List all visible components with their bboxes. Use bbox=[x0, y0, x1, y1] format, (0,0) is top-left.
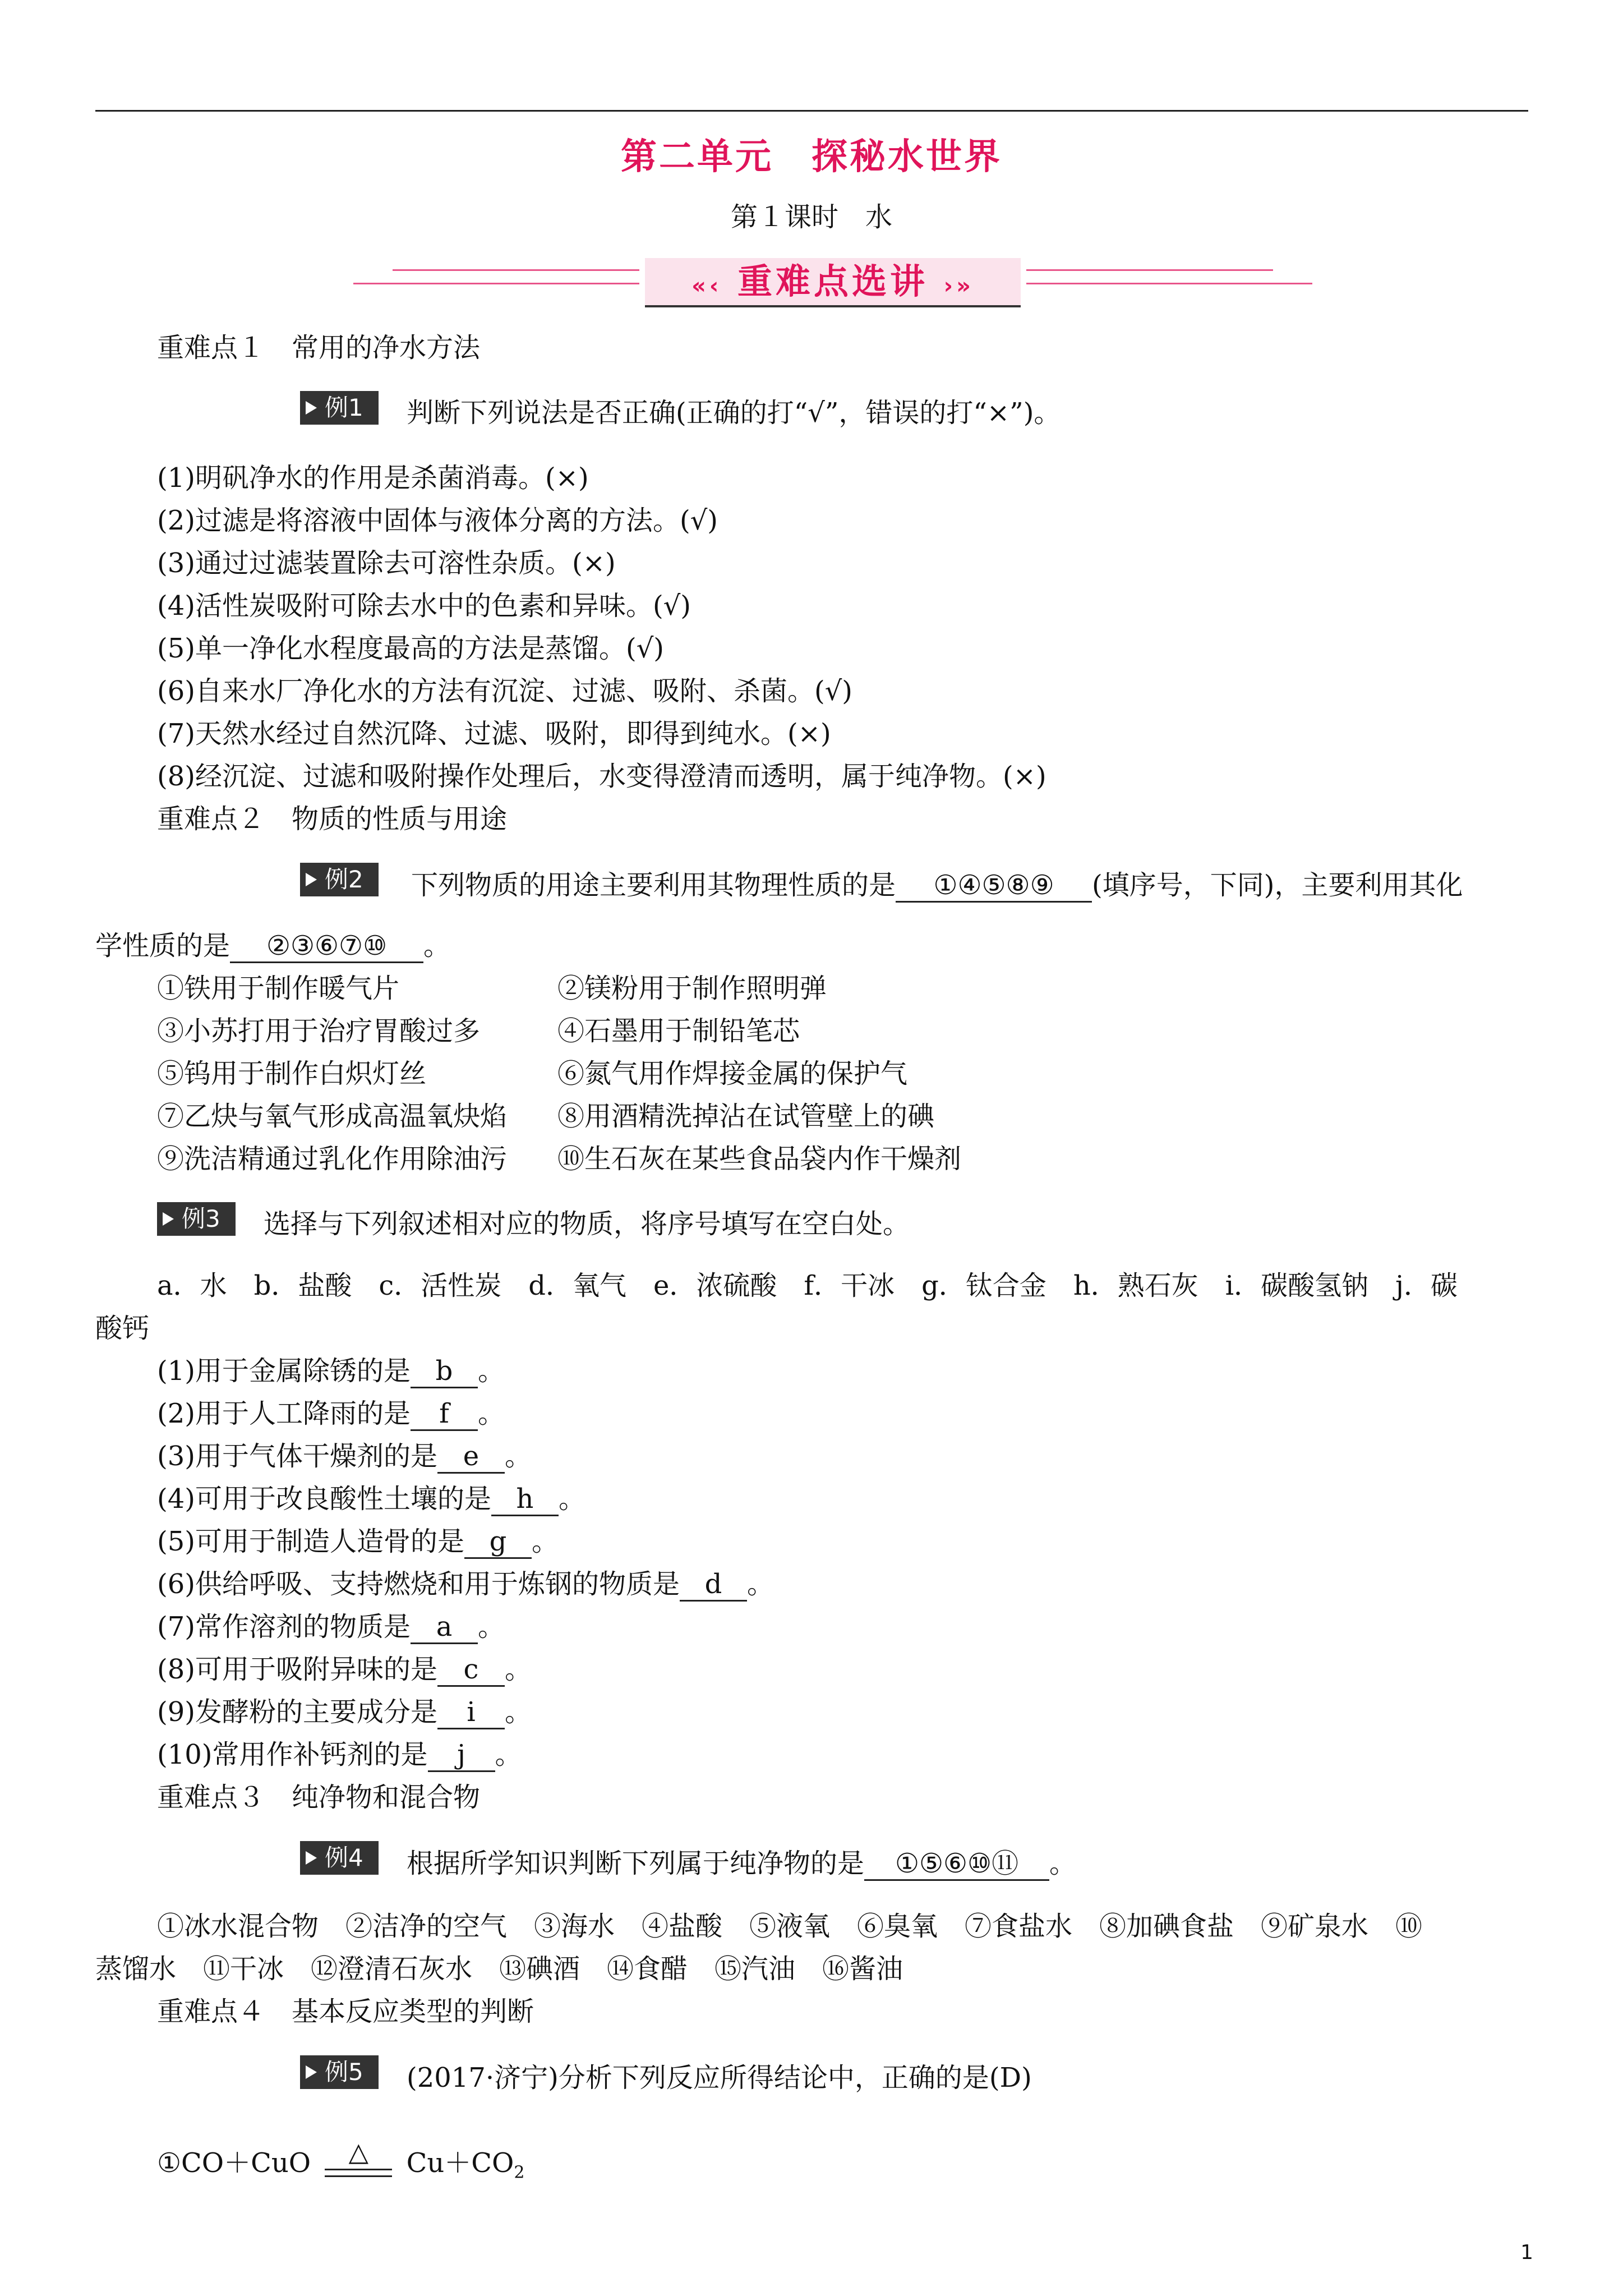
option-item: ②镁粉用于制作照明弹 bbox=[557, 973, 827, 1004]
right-chevrons-icon: ›» bbox=[943, 273, 974, 299]
answer-blank: h bbox=[491, 1483, 559, 1516]
option-item: ⑧用酒精洗掉沾在试管壁上的碘 bbox=[557, 1101, 935, 1132]
question-text: (3)用于气体干燥剂的是 bbox=[157, 1441, 437, 1472]
play-icon bbox=[163, 1212, 174, 1226]
example-prompt bbox=[407, 1847, 1076, 1881]
answer-blank: g bbox=[464, 1526, 532, 1559]
list-item: (2)过滤是将溶液中固体与液体分离的方法。(√) bbox=[157, 505, 718, 536]
option-item: ⑨洗洁精通过乳化作用除油污 bbox=[157, 1143, 508, 1175]
list-item: (4)活性炭吸附可除去水中的色素和异味。(√) bbox=[157, 590, 691, 622]
banner-label: 重难点选讲 bbox=[737, 261, 928, 302]
example-label: 例5 bbox=[325, 2058, 363, 2086]
fill-item bbox=[157, 1610, 505, 1644]
question-text: (4)可用于改良酸性土壤的是 bbox=[157, 1483, 491, 1515]
left-chevrons-icon: «‹ bbox=[691, 273, 722, 299]
list-item: (3)通过过滤装置除去可溶性杂质。(×) bbox=[157, 547, 616, 579]
question-text: (1)用于金属除锈的是 bbox=[157, 1355, 411, 1387]
fill-item bbox=[157, 1397, 505, 1431]
banner-line bbox=[353, 283, 639, 284]
example-label: 例2 bbox=[325, 866, 363, 893]
section-heading: 重难点１ 常用的净水方法 bbox=[157, 332, 481, 364]
section-heading: 重难点３ 纯净物和混合物 bbox=[157, 1782, 481, 1813]
example-badge bbox=[300, 391, 379, 425]
fill-item bbox=[157, 1653, 532, 1687]
example-prompt-cont bbox=[95, 929, 450, 963]
unit-title: 第二单元 探秘水世界 bbox=[621, 136, 1002, 178]
question-text: (5)可用于制造人造骨的是 bbox=[157, 1526, 464, 1557]
end-mark: 。 bbox=[532, 1526, 559, 1557]
banner-line bbox=[1026, 269, 1273, 271]
answer-blank: j bbox=[428, 1739, 495, 1772]
question-text: (8)可用于吸附异味的是 bbox=[157, 1654, 437, 1685]
example-badge bbox=[300, 863, 379, 896]
choices-line: a．水 b．盐酸 c．活性炭 d．氧气 e．浓硫酸 f．干冰 g．钛合金 h．熟石灰 i．碳酸氢钠 j．碳 bbox=[157, 1270, 1458, 1301]
list-item: (1)明矾净水的作用是杀菌消毒。(×) bbox=[157, 462, 589, 494]
question-text: (9)发酵粉的主要成分是 bbox=[157, 1696, 437, 1728]
answer-blank: f bbox=[411, 1398, 478, 1431]
eq-right: Cu＋CO bbox=[406, 2147, 514, 2179]
lesson-subtitle: 第１课时 水 bbox=[730, 201, 892, 233]
prompt-text: 下列物质的用途主要利用其物理性质的是 bbox=[411, 869, 896, 901]
example-label: 例4 bbox=[325, 1844, 363, 1871]
end-mark: 。 bbox=[505, 1654, 532, 1685]
equals-line bbox=[325, 2169, 392, 2170]
answer-blank: b bbox=[411, 1355, 478, 1388]
equals-line bbox=[325, 2175, 392, 2177]
option-item: ④石墨用于制铅笔芯 bbox=[557, 1015, 800, 1047]
option-item: ①铁用于制作暖气片 bbox=[157, 973, 400, 1004]
answer-blank: c bbox=[437, 1654, 505, 1687]
play-icon bbox=[306, 2065, 317, 2079]
fill-item bbox=[157, 1525, 559, 1559]
option-item: ⑦乙炔与氧气形成高温氧炔焰 bbox=[157, 1101, 508, 1132]
option-item: ⑥氮气用作焊接金属的保护气 bbox=[557, 1058, 908, 1089]
end-mark: 。 bbox=[505, 1441, 532, 1472]
example-label: 例3 bbox=[182, 1205, 220, 1232]
option-item: ⑩生石灰在某些食品袋内作干燥剂 bbox=[557, 1143, 962, 1175]
answer-blank: d bbox=[680, 1568, 747, 1602]
question-text: (6)供给呼吸、支持燃烧和用于炼钢的物质是 bbox=[157, 1568, 680, 1600]
end-mark: 。 bbox=[478, 1355, 505, 1387]
end-mark: 。 bbox=[747, 1568, 774, 1600]
prompt-text: 。 bbox=[1049, 1848, 1077, 1879]
option-item: ③小苏打用于治疗胃酸过多 bbox=[157, 1015, 481, 1047]
fill-item bbox=[157, 1738, 522, 1772]
fill-item bbox=[157, 1482, 585, 1516]
fill-item bbox=[157, 1695, 532, 1729]
list-item: (6)自来水厂净化水的方法有沉淀、过滤、吸附、杀菌。(√) bbox=[157, 675, 853, 707]
example-prompt bbox=[411, 868, 1463, 903]
play-icon bbox=[306, 873, 317, 886]
header-rule bbox=[95, 110, 1528, 112]
prompt-text: 。 bbox=[423, 930, 451, 961]
end-mark: 。 bbox=[478, 1398, 505, 1429]
question-text: (2)用于人工降雨的是 bbox=[157, 1398, 411, 1429]
example-badge bbox=[157, 1202, 236, 1236]
eq-left: ①CO＋CuO bbox=[157, 2147, 311, 2179]
example-badge bbox=[300, 2055, 379, 2089]
question-text: (10)常用作补钙剂的是 bbox=[157, 1739, 428, 1770]
chemical-equation bbox=[157, 2136, 525, 2190]
end-mark: 。 bbox=[478, 1611, 505, 1642]
example-label: 例1 bbox=[325, 394, 363, 421]
example-badge bbox=[300, 1841, 379, 1875]
prompt-text: 根据所学知识判断下列属于纯净物的是 bbox=[407, 1848, 865, 1879]
play-icon bbox=[306, 1851, 317, 1865]
example-prompt: (2017·济宁)分析下列反应所得结论中，正确的是(D) bbox=[407, 2062, 1032, 2093]
substance-list: 蒸馏水 ⑪干冰 ⑫澄清石灰水 ⑬碘酒 ⑭食醋 ⑮汽油 ⑯酱油 bbox=[95, 1953, 903, 1985]
example-prompt: 判断下列说法是否正确(正确的打“√”，错误的打“×”)。 bbox=[407, 397, 1061, 429]
list-item: (8)经沉淀、过滤和吸附操作处理后，水变得澄清而透明，属于纯净物。(×) bbox=[157, 761, 1046, 792]
list-item: (5)单一净化水程度最高的方法是蒸馏。(√) bbox=[157, 633, 665, 664]
section-banner bbox=[0, 254, 1623, 310]
end-mark: 。 bbox=[505, 1696, 532, 1728]
list-item: (7)天然水经过自然沉降、过滤、吸附，即得到纯水。(×) bbox=[157, 718, 831, 749]
banner-title bbox=[645, 258, 1021, 305]
banner-underline bbox=[645, 305, 1021, 307]
substance-list: ①冰水混合物 ②洁净的空气 ③海水 ④盐酸 ⑤液氧 ⑥臭氧 ⑦食盐水 ⑧加碘食盐 ⑨矿泉水 ⑩ bbox=[157, 1911, 1423, 1942]
section-heading: 重难点４ 基本反应类型的判断 bbox=[157, 1996, 534, 2027]
example-prompt: 选择与下列叙述相对应的物质，将序号填写在空白处。 bbox=[264, 1208, 910, 1240]
end-mark: 。 bbox=[495, 1739, 522, 1770]
choices-line: 酸钙 bbox=[95, 1313, 150, 1344]
answer-blank: e bbox=[437, 1441, 505, 1474]
answer-blank: i bbox=[437, 1696, 505, 1729]
section-heading: 重难点２ 物质的性质与用途 bbox=[157, 803, 508, 835]
end-mark: 。 bbox=[559, 1483, 586, 1515]
answer-blank: ①⑤⑥⑩⑪ bbox=[864, 1848, 1049, 1881]
prompt-text: 学性质的是 bbox=[95, 930, 230, 961]
option-item: ⑤钨用于制作白炽灯丝 bbox=[157, 1058, 427, 1089]
answer-blank: ①④⑤⑧⑨ bbox=[896, 869, 1092, 903]
fill-item bbox=[157, 1567, 774, 1602]
banner-line bbox=[1026, 283, 1312, 284]
answer-blank: ②③⑥⑦⑩ bbox=[230, 930, 423, 963]
answer-blank: a bbox=[411, 1611, 478, 1644]
reaction-condition bbox=[319, 2136, 398, 2190]
subscript: 2 bbox=[514, 2162, 525, 2183]
prompt-text: (填序号，下同)，主要利用其化 bbox=[1092, 869, 1463, 901]
banner-line bbox=[393, 269, 639, 271]
fill-item bbox=[157, 1354, 505, 1388]
fill-item bbox=[157, 1439, 532, 1474]
play-icon bbox=[306, 401, 317, 415]
question-text: (7)常作溶剂的物质是 bbox=[157, 1611, 411, 1642]
heat-symbol: △ bbox=[348, 2136, 369, 2167]
page-number: 1 bbox=[1520, 2241, 1533, 2264]
